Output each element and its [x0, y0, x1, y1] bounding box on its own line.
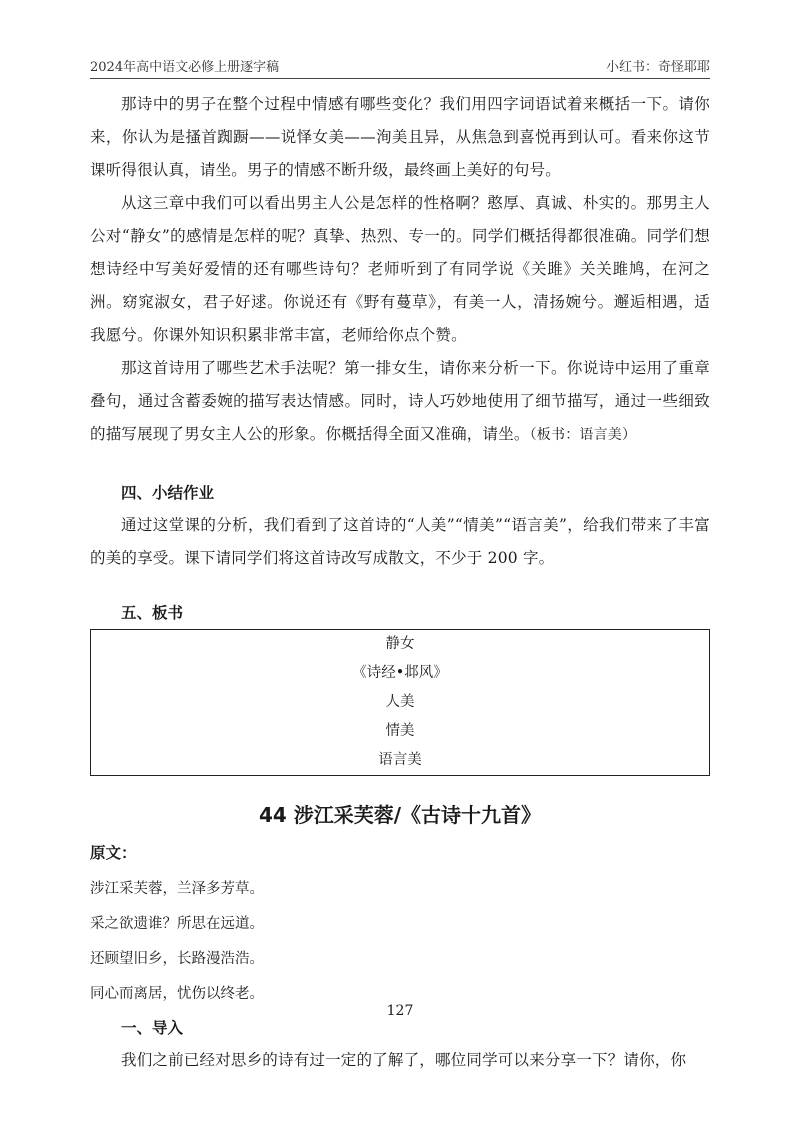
paragraph-summary-homework: 通过这堂课的分析，我们看到了这首诗的“人美”“情美”“语言美”，给我们带来了丰富的美的享受。课下请同学们将这首诗改写成散文，不少于 200 字。: [90, 516, 710, 567]
poem-line: 涉江采芙蓉，兰泽多芳草。: [90, 881, 264, 897]
paragraph-character-analysis: 从这三章中我们可以看出男主人公是怎样的性格啊？憨厚、真诚、朴实的。那男主人公对“静女”的感情是怎样的呢？真挚、热烈、专一的。同学们概括得都很准确。同学们想想诗经中写美好爱情的还有哪些诗句？老师听到了有同学说《关雎》关关雎鸠，在河之洲。窈窕淑女，君子好逑。你说还有《野有蔓草》，有美一人，清扬婉兮。邂逅相遇，适我愿兮。你课外知识积累非常丰富，老师给你点个赞。: [90, 194, 710, 344]
paragraph-introduction: 我们之前已经对思乡的诗有过一定的了解了，哪位同学可以来分享一下？请你，你: [121, 1051, 687, 1069]
section-heading-blackboard: 五、板书: [121, 604, 184, 622]
paragraph-art-techniques: [90, 352, 710, 452]
lesson-title: 44 涉江采芙蓉/《古诗十九首》: [258, 803, 542, 827]
poem-line: 同心而离居，忧伤以终老。: [90, 986, 264, 1002]
page-number: 127: [386, 1003, 414, 1019]
page-header: [90, 54, 710, 79]
board-line-language-beauty: 语言美: [378, 752, 422, 768]
header-document-title: 2024年高中语文必修上册逐字稿: [90, 60, 280, 75]
board-line-people-beauty: 人美: [385, 694, 415, 710]
page-content: [90, 88, 710, 1077]
section-heading-summary: 四、小结作业: [121, 484, 215, 502]
art-paragraph-text: 那这首诗用了哪些艺术手法呢？第一排女生，请你来分析一下。你说诗中运用了重章叠句，通过含蓄委婉的描写表达情感。同时，诗人巧妙地使用了细节描写，通过一些细致的描写展现了男女主人公的形象。你概括得全面又准确，请坐。: [90, 359, 710, 443]
poem-line: 采之欲遗谁？所思在远道。: [90, 916, 264, 932]
header-author: 小红书：奇怪耶耶: [605, 60, 710, 75]
board-line-emotion-beauty: 情美: [385, 723, 415, 739]
blackboard-box: [90, 629, 710, 776]
board-line-source: 《诗经•邶风》: [352, 665, 448, 681]
board-line-title: 静女: [385, 636, 415, 652]
poem-line: 还顾望旧乡，长路漫浩浩。: [90, 951, 264, 967]
section-heading-introduction: 一、导入: [121, 1019, 184, 1037]
original-text-label: 原文：: [90, 844, 137, 862]
paragraph-emotion-change: 那诗中的男子在整个过程中情感有哪些变化？我们用四字词语试着来概括一下。请你来，你认为是搔首踟蹰——说怿女美——洵美且异，从焦急到喜悦再到认可。看来你这节课听得很认真，请坐。男子的情感不断升级，最终画上美好的句号。: [90, 95, 710, 179]
board-note: （板书：语言美）: [529, 427, 637, 443]
